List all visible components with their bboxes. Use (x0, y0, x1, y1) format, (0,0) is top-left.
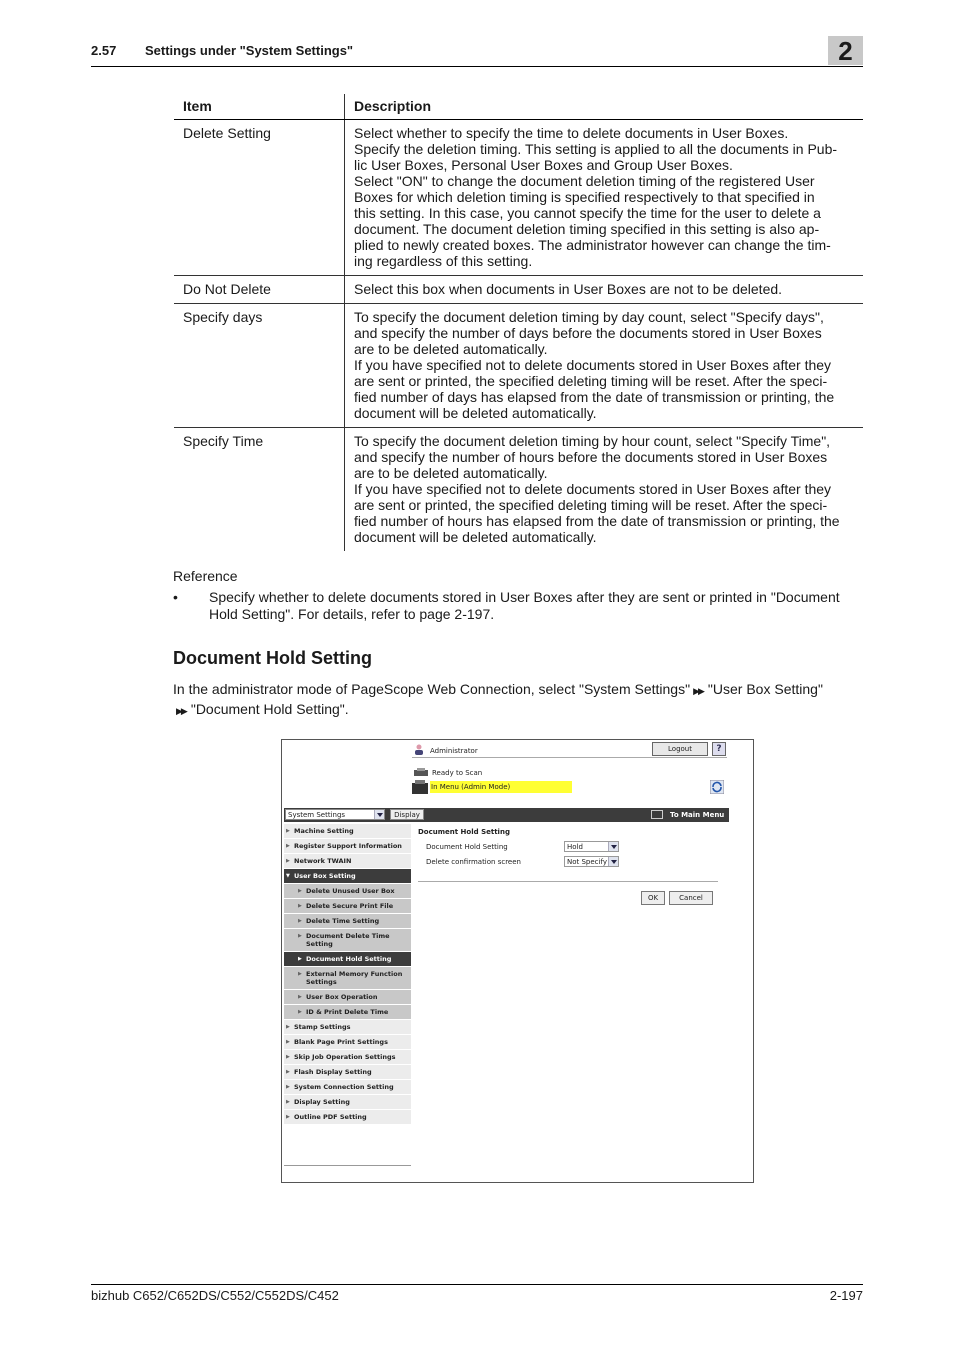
description-line: are sent or printed, the specified deleting timing will be reset. After the speci- (354, 373, 828, 389)
administrator-icon (414, 744, 424, 755)
item-cell: Do Not Delete (174, 276, 345, 303)
description-line: fied number of days has elapsed from the date of transmission or printing, the (354, 389, 835, 405)
document-hold-value: Hold (567, 843, 583, 851)
category-select[interactable] (285, 809, 385, 820)
sidebar-item[interactable]: ▶ Blank Page Print Settings (284, 1035, 411, 1050)
description-line: document will be deleted automatically. (354, 405, 597, 421)
device-icon (412, 780, 428, 794)
category-select-value: System Settings (288, 811, 346, 819)
description-line: To specify the document deletion timing by day count, select "Specify days", (354, 309, 824, 325)
sidebar-item[interactable]: ▶ ID & Print Delete Time (284, 1005, 411, 1020)
section-heading: Document Hold Setting (173, 648, 372, 668)
description-line: are to be deleted automatically. (354, 465, 548, 481)
sidebar-item[interactable]: ▶ External Memory Function Settings (284, 967, 411, 990)
table-header (174, 94, 863, 120)
sidebar-item[interactable]: ▶ Delete Secure Print File (284, 899, 411, 914)
administrator-label: Administrator (430, 747, 478, 755)
refresh-icon[interactable] (710, 780, 724, 794)
description-cell (345, 428, 863, 551)
chevron-down-icon (608, 857, 618, 866)
description-line: To specify the document deletion timing by hour count, select "Specify Time", (354, 433, 831, 449)
sidebar-item[interactable]: ▶ Delete Time Setting (284, 914, 411, 929)
ok-button[interactable]: OK (641, 891, 665, 905)
mode-indicator: In Menu (Admin Mode) (430, 781, 572, 793)
delete-confirmation-value: Not Specify (567, 858, 607, 866)
printer-icon (414, 768, 428, 777)
description-line: Select "ON" to change the document deletion timing of the registered User (354, 173, 815, 189)
description-cell (345, 120, 863, 275)
sidebar-item[interactable]: ▶ System Connection Setting (284, 1080, 411, 1095)
sidebar-item[interactable]: ▶ Stamp Settings (284, 1020, 411, 1035)
sidebar-nav (284, 824, 411, 1125)
section-title: Settings under "System Settings" (145, 43, 354, 58)
description-line: Specify the deletion timing. This setting is applied to all the documents in Pub- (354, 141, 838, 157)
sidebar-item[interactable]: ▶ Document Delete Time Setting (284, 929, 411, 952)
sidebar-item[interactable]: ▶ Document Hold Setting (284, 952, 411, 967)
para-part-1: In the administrator mode of PageScope Web Connection, select "System Settings" (173, 681, 691, 697)
sidebar-item[interactable]: ▶ Machine Setting (284, 824, 411, 839)
description-line: and specify the number of hours before the documents stored in User Boxes (354, 449, 828, 465)
delete-confirmation-label: Delete confirmation screen (426, 858, 521, 866)
model-name: bizhub C652/C652DS/C552/C552DS/C452 (91, 1288, 339, 1303)
column-header-item: Item (174, 94, 345, 119)
chevron-down-icon (608, 842, 618, 851)
column-header-description: Description (354, 98, 432, 114)
sidebar-item[interactable]: ▶ Register Support Information (284, 839, 411, 854)
table-row (174, 276, 863, 304)
arrow-icon: ▶▶ (176, 706, 186, 716)
section-number: 2.57 (91, 43, 117, 58)
settings-table (174, 94, 863, 551)
delete-confirmation-select[interactable] (564, 856, 619, 867)
web-connection-screenshot (281, 739, 754, 1183)
display-button[interactable]: Display (390, 809, 424, 820)
sidebar-item[interactable]: ▶ Delete Unused User Box (284, 884, 411, 899)
divider (412, 757, 727, 758)
description-line: If you have specified not to delete documents stored in User Boxes after they (354, 357, 832, 373)
item-cell: Specify Time (174, 428, 345, 551)
description-line: document will be deleted automatically. (354, 529, 597, 545)
description-line: Select whether to specify the time to delete documents in User Boxes. (354, 125, 789, 141)
description-line: are to be deleted automatically. (354, 341, 548, 357)
bullet-mark: • (173, 589, 178, 605)
description-line: ing regardless of this setting. (354, 253, 533, 269)
description-line: If you have specified not to delete documents stored in User Boxes after they (354, 481, 832, 497)
arrow-icon: ▶▶ (693, 686, 703, 696)
sidebar-item[interactable]: ▶ Network TWAIN (284, 854, 411, 869)
description-line: are sent or printed, the specified deleting timing will be reset. After the speci- (354, 497, 828, 513)
description-line: document. The document deletion timing specified in this setting is also ap- (354, 221, 820, 237)
description-line: plied to newly created boxes. The administrator however can change the tim- (354, 237, 831, 253)
divider (284, 1165, 411, 1166)
reference-bullet (173, 589, 863, 623)
page-number: 2-197 (829, 1288, 863, 1303)
table-row (174, 428, 863, 551)
chevron-down-icon (374, 810, 384, 819)
device-status: Ready to Scan (432, 769, 483, 777)
description-cell (345, 304, 863, 427)
sidebar-item[interactable]: ▶ User Box Operation (284, 990, 411, 1005)
sidebar-item[interactable]: ▶ Flash Display Setting (284, 1065, 411, 1080)
divider (418, 881, 718, 882)
item-cell: Delete Setting (174, 120, 345, 275)
help-icon[interactable]: ? (712, 742, 726, 756)
form-heading: Document Hold Setting (418, 828, 510, 836)
table-row (174, 120, 863, 276)
item-cell: Specify days (174, 304, 345, 427)
description-line: lic User Boxes, Personal User Boxes and Group User Boxes. (354, 157, 733, 173)
description-line: Boxes for which deletion timing is specified respectively to that specified in (354, 189, 815, 205)
to-main-menu-link[interactable]: To Main Menu (670, 811, 725, 819)
main-menu-icon[interactable] (651, 810, 663, 819)
description-cell (345, 276, 863, 303)
logout-button[interactable]: Logout (652, 742, 708, 756)
sidebar-item[interactable]: ▶ Outline PDF Setting (284, 1110, 411, 1125)
instruction-paragraph (173, 680, 863, 720)
page-header (91, 36, 863, 67)
sidebar-item[interactable]: ▶ Display Setting (284, 1095, 411, 1110)
table-row (174, 304, 863, 428)
page-footer (91, 1284, 863, 1303)
sidebar-item[interactable]: ▼ User Box Setting (284, 869, 411, 884)
document-hold-select[interactable] (564, 841, 619, 852)
description-line: Select this box when documents in User Boxes are not to be deleted. (354, 281, 783, 297)
reference-text: Specify whether to delete documents stored in User Boxes after they are sent or printed in "Document Hold Setting". For details, refer to page 2-197. (209, 589, 840, 622)
para-part-3: "Document Hold Setting". (190, 701, 349, 717)
para-part-2: "User Box Setting" (707, 681, 823, 697)
sidebar-item[interactable]: ▶ Skip Job Operation Settings (284, 1050, 411, 1065)
document-hold-label: Document Hold Setting (426, 843, 508, 851)
description-line: and specify the number of days before the documents stored in User Boxes (354, 325, 822, 341)
chapter-badge: 2 (828, 36, 863, 65)
description-line: this setting. In this case, you cannot specify the time for the user to delete a (354, 205, 821, 221)
cancel-button[interactable]: Cancel (669, 891, 713, 905)
reference-label: Reference (173, 568, 238, 584)
description-line: fied number of hours has elapsed from the date of transmission or printing, the (354, 513, 840, 529)
